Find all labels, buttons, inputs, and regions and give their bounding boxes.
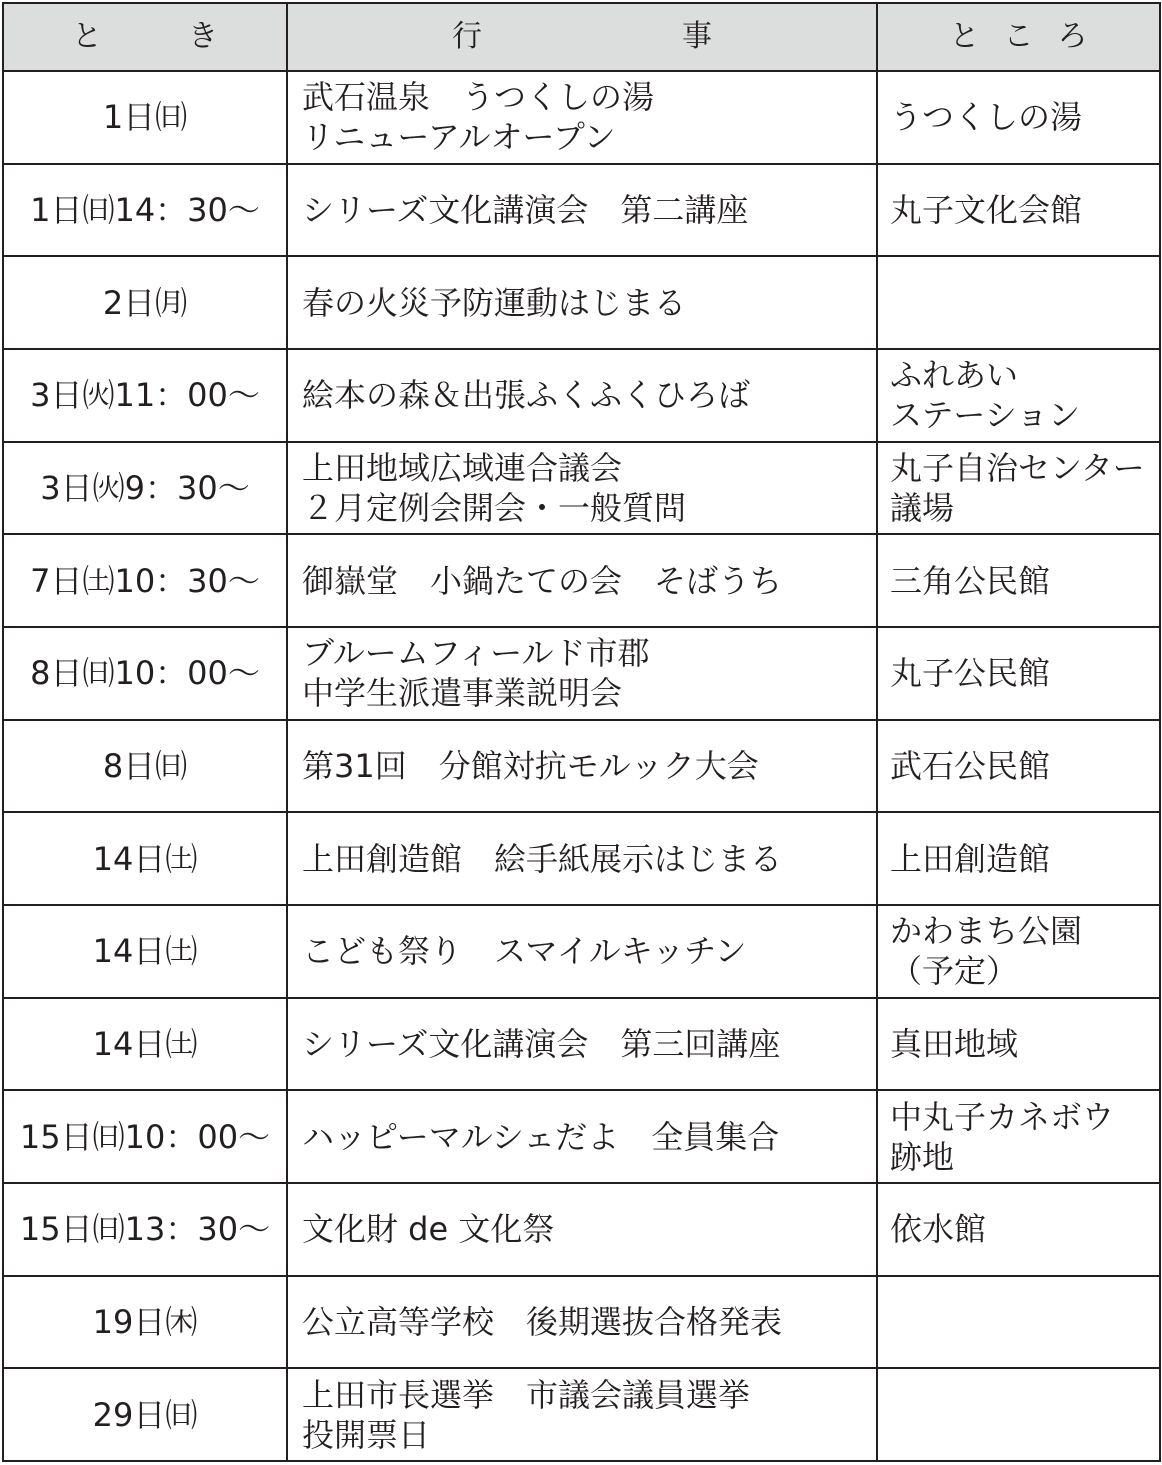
event-cell [287,256,877,349]
place-line: 丸子公民館 [890,654,1051,693]
event-line: 投開票日 [302,1415,431,1454]
header-event-char-1: 行 [452,19,482,54]
date-time-cell: 14日㈯ [3,812,287,905]
place-line: 上田創造館 [890,839,1051,878]
place-cell [877,1090,1160,1183]
event-line: 武石温泉 うつくしの湯 [302,78,655,117]
schedule-row [3,1183,1160,1276]
place-cell [877,905,1160,998]
header-when-char-1: と [72,19,102,54]
place-line: かわまち公園 [890,912,1083,951]
place-cell [877,1183,1160,1276]
date-time-cell: 15日㈰10：00～ [3,1090,287,1183]
schedule-row [3,720,1160,813]
event-line: 文化財 de 文化祭 [302,1210,555,1249]
event-line: 上田地域広域連合議会 [302,448,623,487]
place-cell [877,998,1160,1091]
place-cell [877,349,1160,442]
header-place-char-2: こ [1003,19,1034,54]
header-when [3,3,287,71]
event-line: 春の火災予防運動はじまる [302,283,687,322]
header-row [3,3,1160,71]
schedule-row [3,905,1160,998]
place-line: 武石公民館 [890,746,1051,785]
date-time-cell: 7日㈯10：30～ [3,534,287,627]
date-time-cell: 3日㈫9：30～ [3,442,287,535]
schedule-row [3,164,1160,257]
header-event-char-2: 事 [682,19,712,54]
place-line: 依水館 [890,1210,987,1249]
date-time-cell: 15日㈰13：30～ [3,1183,287,1276]
event-cell [287,1368,877,1461]
event-cell [287,905,877,998]
place-line: ふれあい [890,356,1019,395]
event-cell [287,812,877,905]
event-cell [287,627,877,720]
place-line: 中丸子カネボウ [890,1097,1115,1136]
date-time-cell: 14日㈯ [3,905,287,998]
schedule-row [3,812,1160,905]
event-line: 御嶽堂 小鍋たての会 そばうち [302,561,783,600]
place-line: うつくしの湯 [890,98,1083,137]
schedule-row [3,627,1160,720]
place-line: 丸子文化会館 [890,190,1083,229]
date-time-cell: 1日㈰ [3,71,287,164]
place-cell [877,71,1160,164]
place-cell [877,442,1160,535]
date-time-cell: 19日㈭ [3,1276,287,1369]
event-cell [287,164,877,257]
event-line: ２月定例会開会・一般質問 [302,488,687,527]
schedule-row [3,1090,1160,1183]
event-line: ブルームフィールド市郡 [302,634,650,673]
header-when-char-2: き [188,19,218,54]
event-cell [287,1276,877,1369]
date-time-cell: 1日㈰14：30～ [3,164,287,257]
place-cell [877,256,1160,349]
schedule-row [3,1276,1160,1369]
event-cell [287,720,877,813]
event-cell [287,534,877,627]
place-cell [877,1276,1160,1369]
place-cell [877,1368,1160,1461]
place-cell [877,720,1160,813]
header-place [877,3,1160,71]
event-line: 公立高等学校 後期選抜合格発表 [302,1302,783,1341]
event-line: シリーズ文化講演会 第三回講座 [302,1024,781,1063]
event-line: シリーズ文化講演会 第二講座 [302,190,749,229]
place-line: 跡地 [890,1137,955,1176]
place-line: 三角公民館 [890,561,1051,600]
date-time-cell: 8日㈰10：00～ [3,627,287,720]
event-cell [287,998,877,1091]
date-time-cell: 14日㈯ [3,998,287,1091]
place-cell [877,812,1160,905]
place-line: （予定） [890,952,1019,991]
header-event [287,3,877,71]
event-line: 上田市長選挙 市議会議員選挙 [302,1375,751,1414]
event-line: ハッピーマルシェだよ 全員集合 [302,1117,780,1156]
place-cell [877,627,1160,720]
place-cell [877,534,1160,627]
place-line: ステーション [890,396,1081,435]
date-time-cell: 29日㈰ [3,1368,287,1461]
place-line: 丸子自治センター [890,448,1145,487]
schedule-row [3,442,1160,535]
schedule-row [3,349,1160,442]
schedule-row [3,1368,1160,1461]
event-cell [287,1183,877,1276]
event-cell [287,71,877,164]
event-cell [287,349,877,442]
place-line: 真田地域 [890,1024,1019,1063]
event-line: 第31回 分館対抗モルック大会 [302,746,759,785]
event-line: 上田創造館 絵手紙展示はじまる [302,839,783,878]
place-cell [877,164,1160,257]
event-schedule-table [2,2,1161,1462]
date-time-cell: 8日㈰ [3,720,287,813]
schedule-row [3,71,1160,164]
schedule-row [3,534,1160,627]
header-place-char-3: ろ [1057,19,1088,54]
event-cell [287,442,877,535]
date-time-cell: 3日㈫11：00～ [3,349,287,442]
schedule-row [3,256,1160,349]
event-line: リニューアルオープン [302,118,616,157]
event-cell [287,1090,877,1183]
place-line: 議場 [890,488,955,527]
header-place-char-1: と [949,19,980,54]
schedule-row [3,998,1160,1091]
date-time-cell: 2日㈪ [3,256,287,349]
event-line: こども祭り スマイルキッチン [302,932,747,971]
event-line: 中学生派遣事業説明会 [302,674,623,713]
event-line: 絵本の森＆出張ふくふくひろば [302,376,751,415]
